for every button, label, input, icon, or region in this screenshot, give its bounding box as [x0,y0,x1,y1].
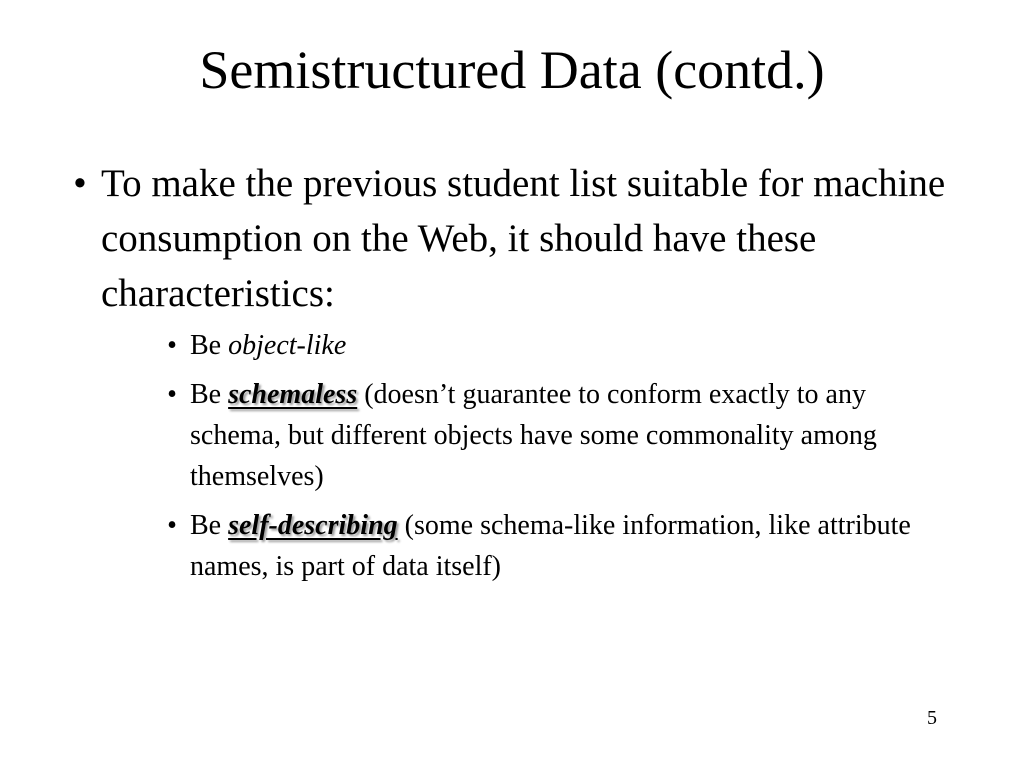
sub-bullet-prefix: Be [190,379,229,410]
sub-bullet-prefix: Be [190,510,229,541]
bullet-dot: • [73,162,87,205]
bullet-dot: • [167,379,177,410]
sub-bullet-rest: (doesn’t guarantee to conform exactly to any schema, but different objects have some commonality among themselves) [190,379,877,492]
term-schemaless: schemaless [228,379,358,410]
bullet-dot: • [167,330,177,361]
sub-bullet-prefix: Be [190,330,229,361]
bullet-dot: • [167,510,177,541]
slide-title: Semistructured Data (contd.) [199,40,825,100]
term-self-describing: self-describing [228,510,398,541]
term-object-like: object-like [228,330,347,361]
sub-bullet-rest: (some schema-like information, like attribute names, is part of data itself) [190,510,911,582]
sub-bullet-text [190,505,960,587]
main-bullet-text: To make the previous student list suitable for machine consumption on the Web, it should have these characteristics: [101,162,946,315]
page-number: 5 [927,707,937,729]
sub-bullet-text [190,374,960,497]
sub-bullet-text [190,325,960,366]
